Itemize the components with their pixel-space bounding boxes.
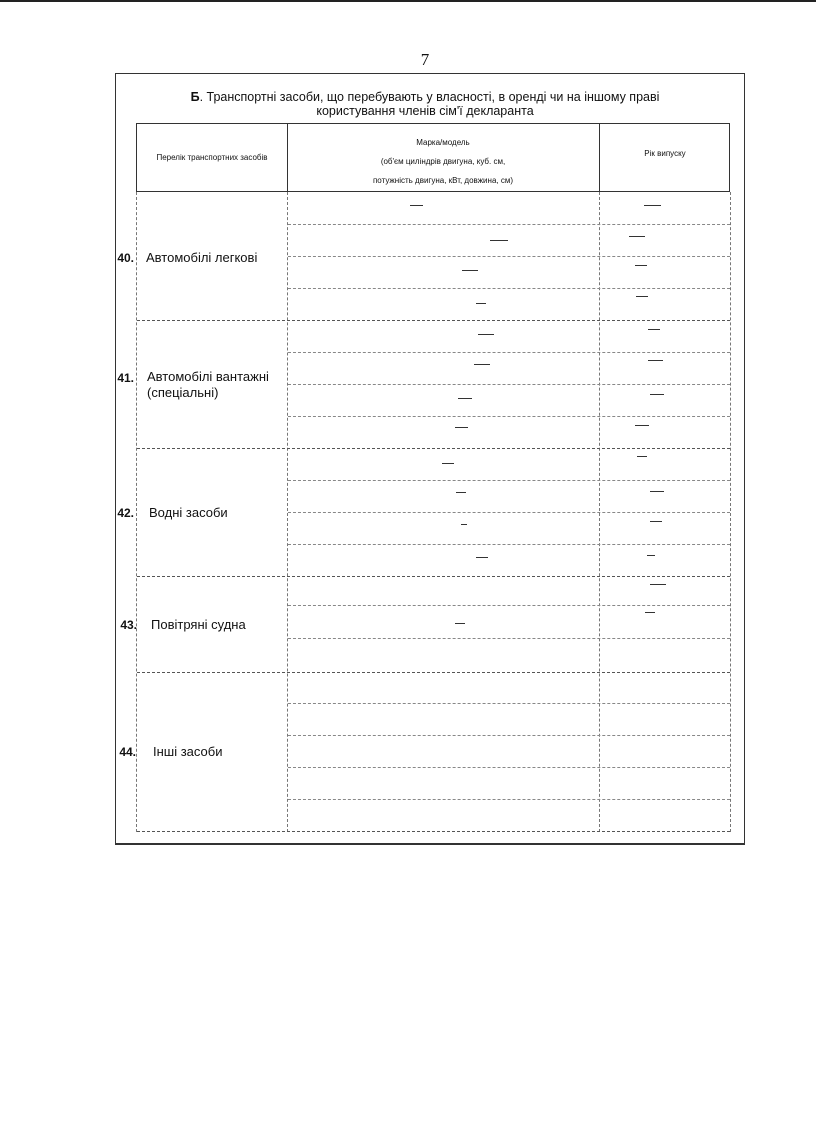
table-header (136, 123, 730, 192)
row-line (288, 224, 730, 225)
row-label-trucks: Автомобілі вантажні (спеціальні) (147, 369, 269, 400)
dash-entry (644, 205, 661, 206)
dash-entry (647, 555, 655, 556)
section-separator (137, 320, 730, 321)
row-line (288, 544, 730, 545)
dash-entry (461, 524, 467, 525)
row-label-water: Водні засоби (149, 505, 228, 520)
row-number-43: 43. (120, 618, 137, 632)
dash-entry (635, 265, 647, 266)
section-letter: Б (190, 90, 200, 104)
row-line (288, 799, 730, 800)
dash-entry (490, 240, 508, 241)
row-line (288, 605, 730, 606)
row-number-41: 41. (117, 371, 134, 385)
section-separator (137, 576, 730, 577)
dash-entry (650, 394, 664, 395)
dash-entry (650, 491, 664, 492)
dash-entry (410, 205, 423, 206)
row-label-cars: Автомобілі легкові (146, 250, 258, 265)
dash-entry (442, 463, 454, 464)
column-header-list: Перелік транспортних засобів (156, 153, 268, 162)
row-line (288, 703, 730, 704)
page-number: 7 (420, 50, 430, 69)
dash-entry (456, 492, 466, 493)
row-number-42: 42. (117, 506, 134, 520)
row-line (288, 256, 730, 257)
top-border (0, 0, 816, 2)
row-line (288, 352, 730, 353)
dash-entry (650, 584, 666, 585)
section-separator (137, 448, 730, 449)
row-number-44: 44. (119, 745, 136, 759)
dash-entry (636, 296, 648, 297)
dash-entry (645, 612, 655, 613)
row-line (288, 384, 730, 385)
grid-line (136, 192, 137, 832)
dash-entry (637, 456, 647, 457)
section-title (0, 90, 816, 118)
row-line (288, 416, 730, 417)
dash-entry (455, 427, 468, 428)
dash-entry (474, 364, 490, 365)
table-bottom (137, 831, 730, 832)
column-header-model: Марка/модель (об'єм циліндрів двигуна, куб. см, потужність двигуна, кВт, довжина, см) (372, 138, 514, 185)
row-line (288, 480, 730, 481)
row-label-other: Інші засоби (153, 744, 223, 759)
row-label-aircraft: Повітряні судна (151, 617, 246, 632)
column-header-year: Рік випуску (644, 149, 686, 158)
dash-entry (458, 398, 472, 399)
row-line (288, 735, 730, 736)
dash-entry (635, 425, 649, 426)
row-line (288, 512, 730, 513)
grid-line (730, 192, 731, 832)
row-line (288, 638, 730, 639)
dash-entry (478, 334, 494, 335)
row-number-40: 40. (117, 251, 134, 265)
section-title-line-1: Б. Транспортні засоби, що перебувають у власності, в оренді чи на іншому праві (190, 90, 660, 104)
dash-entry (648, 360, 663, 361)
section-title-line-2: користування членів сім'ї декларанта (316, 104, 534, 118)
dash-entry (648, 329, 660, 330)
dash-entry (462, 270, 478, 271)
row-line (288, 767, 730, 768)
dash-entry (650, 521, 662, 522)
row-line (288, 288, 730, 289)
section-separator (137, 672, 730, 673)
dash-entry (476, 557, 488, 558)
dash-entry (629, 236, 645, 237)
dash-entry (476, 303, 486, 304)
dash-entry (455, 623, 465, 624)
